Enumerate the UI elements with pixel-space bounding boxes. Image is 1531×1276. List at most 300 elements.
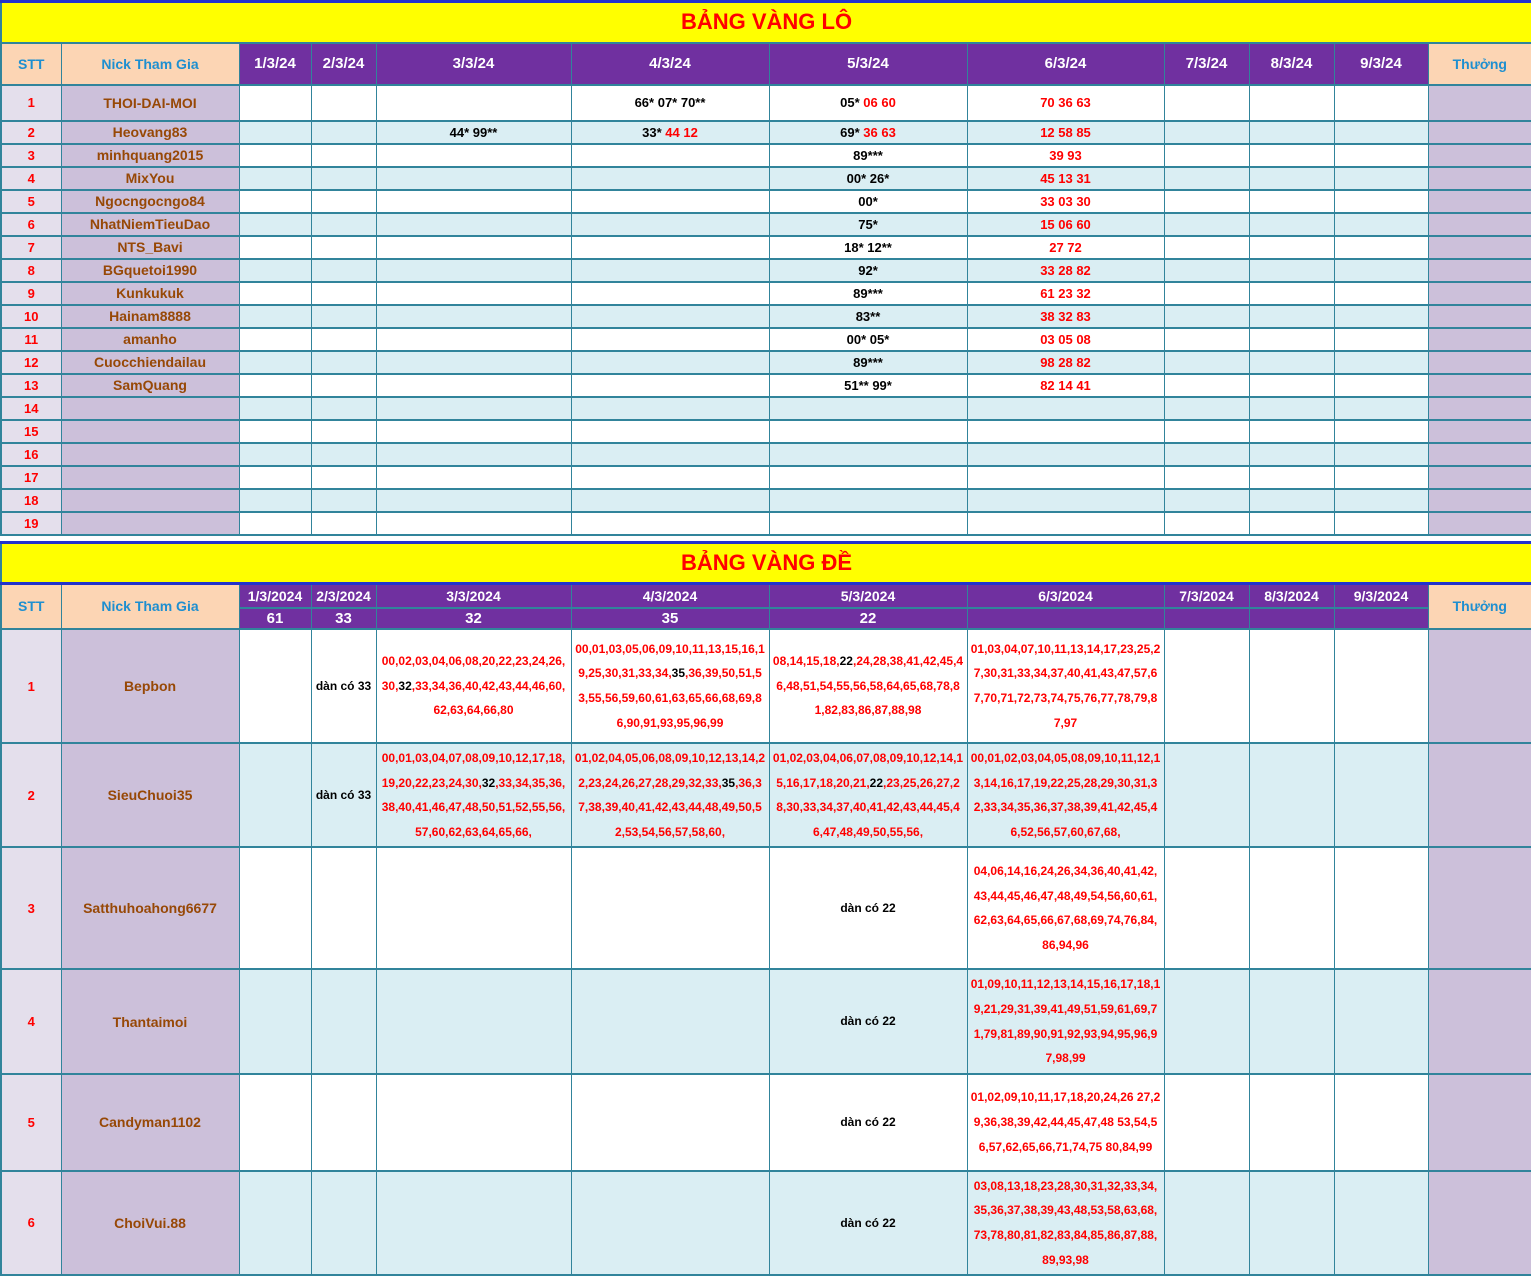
value-cell [376, 374, 571, 397]
value-cell [1164, 1074, 1249, 1171]
value-cell [239, 144, 311, 167]
date-header: 2/3/2024 [311, 583, 376, 608]
value-cell [1334, 305, 1428, 328]
nick-cell: amanho [61, 328, 239, 351]
nick-cell: Cuocchiendailau [61, 351, 239, 374]
value-cell [311, 236, 376, 259]
value-cell [967, 121, 1164, 144]
value-segment: 98 28 82 [1040, 355, 1091, 370]
value-cell [311, 190, 376, 213]
value-cell [571, 969, 769, 1073]
value-segment: ,33,34,35,36,38,40,41,46,47,48,50,51,52,55,56,57,60,62,63,64,65,66, [382, 776, 566, 839]
table-row [1, 144, 1531, 167]
value-cell [1164, 305, 1249, 328]
value-cell [1334, 351, 1428, 374]
value-segment: 18* 12** [844, 240, 892, 255]
value-cell [769, 259, 967, 282]
value-cell [967, 397, 1164, 420]
value-cell [1334, 489, 1428, 512]
value-cell [1334, 1171, 1428, 1275]
reward-cell [1428, 1074, 1531, 1171]
value-segment: 92* [858, 263, 878, 278]
value-cell [1334, 121, 1428, 144]
nick-cell: SieuChuoi35 [61, 743, 239, 847]
value-segment: 89*** [853, 148, 883, 163]
nick-cell [61, 466, 239, 489]
value-cell [376, 259, 571, 282]
value-cell [311, 1171, 376, 1275]
value-segment: 00* 05* [847, 332, 890, 347]
reward-cell [1428, 259, 1531, 282]
stt-cell: 1 [1, 629, 61, 743]
value-cell [311, 213, 376, 236]
value-segment: ,33,34,36,40,42,43,44,46,60,62,63,64,66,80 [412, 679, 565, 718]
table-row [1, 1074, 1531, 1171]
value-cell [967, 328, 1164, 351]
value-cell [967, 190, 1164, 213]
value-cell [967, 629, 1164, 743]
value-cell [769, 420, 967, 443]
value-cell [376, 397, 571, 420]
nick-cell: Bepbon [61, 629, 239, 743]
table2-title-row [1, 542, 1531, 583]
stt-cell: 4 [1, 969, 61, 1073]
value-cell [311, 121, 376, 144]
value-segment: 04,06,14,16,24,26,34,36,40,41,42,43,44,45,46,47,48,49,54,56,60,61,62,63,64,65,66,67,68,69,74,76,84,86,94,96 [974, 864, 1158, 952]
value-cell [1334, 512, 1428, 535]
stt-cell: 1 [1, 85, 61, 121]
date-header: 2/3/24 [311, 43, 376, 85]
value-segment: 00* [858, 194, 878, 209]
value-cell [769, 969, 967, 1073]
value-cell [571, 213, 769, 236]
value-cell [1334, 969, 1428, 1073]
value-cell [571, 259, 769, 282]
value-segment: 45 13 31 [1040, 171, 1091, 186]
value-cell [571, 236, 769, 259]
date-header: 6/3/2024 [967, 583, 1164, 608]
value-segment: 22 [840, 654, 853, 668]
nick-cell: Heovang83 [61, 121, 239, 144]
value-cell [239, 236, 311, 259]
value-cell [1249, 167, 1334, 190]
value-cell [239, 305, 311, 328]
reward-cell [1428, 629, 1531, 743]
value-cell [1334, 213, 1428, 236]
table-row [1, 351, 1531, 374]
stt-cell: 4 [1, 167, 61, 190]
value-cell [311, 397, 376, 420]
value-segment: 75* [858, 217, 878, 232]
value-segment: 05* [840, 95, 863, 110]
value-segment: dàn có 22 [840, 1014, 895, 1028]
value-cell [311, 489, 376, 512]
value-cell [571, 190, 769, 213]
value-cell [1249, 236, 1334, 259]
value-segment: 32 [482, 776, 495, 790]
value-cell [239, 629, 311, 743]
table-row [1, 190, 1531, 213]
value-segment: 89*** [853, 355, 883, 370]
value-cell [239, 743, 311, 847]
date-value-header: 35 [571, 608, 769, 629]
value-cell [1334, 144, 1428, 167]
value-cell [239, 351, 311, 374]
reward-cell [1428, 743, 1531, 847]
value-cell [967, 236, 1164, 259]
table-row [1, 374, 1531, 397]
date-header: 3/3/24 [376, 43, 571, 85]
stt-cell: 16 [1, 443, 61, 466]
value-cell [1249, 629, 1334, 743]
value-cell [376, 443, 571, 466]
value-cell [311, 351, 376, 374]
value-cell [769, 466, 967, 489]
value-cell [571, 512, 769, 535]
date-value-header: 32 [376, 608, 571, 629]
value-segment: 01,02,03,04,06,07,08,09,10,12,14,15,16,17,18,20,21, [773, 751, 963, 790]
value-cell [1249, 969, 1334, 1073]
date-value-header [967, 608, 1164, 629]
nick-cell: Hainam8888 [61, 305, 239, 328]
nick-cell: SamQuang [61, 374, 239, 397]
value-cell [571, 167, 769, 190]
date-header: 8/3/2024 [1249, 583, 1334, 608]
table2-header-row [1, 583, 1531, 608]
value-cell [769, 190, 967, 213]
value-cell [1164, 328, 1249, 351]
nick-cell: ChoiVui.88 [61, 1171, 239, 1275]
value-cell [967, 969, 1164, 1073]
value-cell [571, 144, 769, 167]
value-segment: 12 58 85 [1040, 125, 1091, 140]
value-segment: 15 06 60 [1040, 217, 1091, 232]
value-cell [1164, 969, 1249, 1073]
value-cell [1164, 489, 1249, 512]
date-value-header: 33 [311, 608, 376, 629]
value-cell [1334, 374, 1428, 397]
value-cell [967, 85, 1164, 121]
value-cell [239, 512, 311, 535]
value-cell [1164, 466, 1249, 489]
value-cell [769, 443, 967, 466]
value-segment: dàn có 33 [316, 679, 371, 693]
value-segment: dàn có 22 [840, 1216, 895, 1230]
value-cell [376, 213, 571, 236]
nick-cell: BGquetoi1990 [61, 259, 239, 282]
value-cell [769, 629, 967, 743]
value-segment: 35 [722, 776, 735, 790]
value-cell [571, 629, 769, 743]
value-cell [376, 847, 571, 969]
value-cell [311, 969, 376, 1073]
value-cell [376, 489, 571, 512]
table-row [1, 847, 1531, 969]
value-segment: 27 72 [1049, 240, 1082, 255]
value-cell [769, 305, 967, 328]
value-cell [1334, 190, 1428, 213]
table-row [1, 121, 1531, 144]
value-segment: 69* [840, 125, 863, 140]
value-segment: 01,09,10,11,12,13,14,15,16,17,18,19,21,29,31,39,41,49,51,59,61,69,71,79,81,89,90,91,92,93,94,95,96,97,98,99 [971, 977, 1161, 1065]
value-cell [967, 743, 1164, 847]
value-cell [311, 443, 376, 466]
value-cell [571, 466, 769, 489]
value-cell [1249, 743, 1334, 847]
value-cell [769, 351, 967, 374]
table1-title: BẢNG VÀNG LÔ [1, 2, 1531, 43]
value-cell [769, 121, 967, 144]
value-cell [769, 397, 967, 420]
nick-cell [61, 420, 239, 443]
value-cell [769, 328, 967, 351]
value-cell [239, 847, 311, 969]
value-cell [376, 282, 571, 305]
value-cell [1249, 1074, 1334, 1171]
value-cell [769, 85, 967, 121]
nick-cell: NTS_Bavi [61, 236, 239, 259]
value-cell [571, 85, 769, 121]
value-cell [967, 420, 1164, 443]
value-segment: 36 63 [863, 125, 896, 140]
value-cell [967, 466, 1164, 489]
value-cell [1164, 443, 1249, 466]
value-cell [967, 213, 1164, 236]
value-cell [967, 512, 1164, 535]
table2-title: BẢNG VÀNG ĐỀ [1, 542, 1531, 583]
value-segment: 08,14,15,18, [773, 654, 840, 668]
value-cell [1334, 236, 1428, 259]
value-cell [1249, 282, 1334, 305]
date-header: 3/3/2024 [376, 583, 571, 608]
stt-cell: 8 [1, 259, 61, 282]
value-cell [769, 1171, 967, 1275]
date-header: 1/3/24 [239, 43, 311, 85]
date-header: 9/3/24 [1334, 43, 1428, 85]
stt-cell: 12 [1, 351, 61, 374]
value-cell [769, 374, 967, 397]
value-cell [1334, 420, 1428, 443]
value-segment: 44 12 [665, 125, 698, 140]
reward-cell [1428, 374, 1531, 397]
value-segment: 01,02,09,10,11,17,18,20,24,26 27,29,36,38,39,42,44,45,47,48 53,54,56,57,62,65,66,71,74,75 80,84,99 [971, 1090, 1161, 1153]
value-cell [1164, 282, 1249, 305]
stt-cell: 5 [1, 1074, 61, 1171]
value-cell [1334, 443, 1428, 466]
table-row [1, 629, 1531, 743]
value-cell [376, 629, 571, 743]
stt-cell: 18 [1, 489, 61, 512]
table-row [1, 167, 1531, 190]
nick-cell [61, 489, 239, 512]
value-segment: ,23,25,26,27,28,30,33,34,37,40,41,42,43,44,45,46,47,48,49,50,55,56, [776, 776, 960, 839]
table-row [1, 420, 1531, 443]
value-segment: 38 32 83 [1040, 309, 1091, 324]
value-cell [239, 190, 311, 213]
value-segment: 00,02,03,04,06,08,20,22,23,24,26,30, [382, 654, 566, 693]
value-cell [1334, 1074, 1428, 1171]
value-cell [311, 512, 376, 535]
value-cell [376, 236, 571, 259]
table-row [1, 969, 1531, 1073]
value-cell [967, 443, 1164, 466]
reward-cell [1428, 420, 1531, 443]
stt-cell: 3 [1, 847, 61, 969]
table-row [1, 443, 1531, 466]
value-cell [1249, 512, 1334, 535]
stt-cell: 15 [1, 420, 61, 443]
value-cell [967, 847, 1164, 969]
value-cell [571, 420, 769, 443]
value-cell [311, 847, 376, 969]
stt-cell: 11 [1, 328, 61, 351]
table1-title-row [1, 2, 1531, 43]
table-row [1, 213, 1531, 236]
date-header: 5/3/2024 [769, 583, 967, 608]
date-value-header: 22 [769, 608, 967, 629]
value-cell [239, 969, 311, 1073]
value-cell [1164, 190, 1249, 213]
value-cell [1249, 305, 1334, 328]
value-segment: 06 60 [863, 95, 896, 110]
reward-cell [1428, 397, 1531, 420]
reward-cell [1428, 328, 1531, 351]
value-segment: dàn có 22 [840, 1115, 895, 1129]
value-cell [571, 328, 769, 351]
value-segment: 44* 99** [450, 125, 498, 140]
reward-cell [1428, 85, 1531, 121]
table-row [1, 512, 1531, 535]
date-header: 9/3/2024 [1334, 583, 1428, 608]
value-cell [239, 259, 311, 282]
value-segment: 33 03 30 [1040, 194, 1091, 209]
value-cell [376, 466, 571, 489]
value-cell [571, 351, 769, 374]
value-cell [1249, 351, 1334, 374]
value-cell [311, 305, 376, 328]
value-segment: 01,03,04,07,10,11,13,14,17,23,25,27,30,31,33,34,37,40,41,43,47,57,67,70,71,72,73,74,75,76,77,78,79,87,97 [971, 642, 1161, 730]
nick-cell: minhquang2015 [61, 144, 239, 167]
stt-cell: 3 [1, 144, 61, 167]
stt-cell: 10 [1, 305, 61, 328]
stt-cell: 5 [1, 190, 61, 213]
value-segment: 83** [856, 309, 881, 324]
value-cell [311, 629, 376, 743]
date-value-header [1249, 608, 1334, 629]
nick-cell: Thantaimoi [61, 969, 239, 1073]
reward-header: Thưởng [1428, 583, 1531, 629]
value-cell [311, 259, 376, 282]
value-cell [376, 85, 571, 121]
value-cell [967, 167, 1164, 190]
value-segment: 03 05 08 [1040, 332, 1091, 347]
value-cell [1334, 85, 1428, 121]
stt-cell: 6 [1, 213, 61, 236]
value-cell [376, 420, 571, 443]
nick-cell: Candyman1102 [61, 1074, 239, 1171]
value-cell [1249, 397, 1334, 420]
date-header: 4/3/24 [571, 43, 769, 85]
value-segment: dàn có 33 [316, 788, 371, 802]
value-cell [1249, 328, 1334, 351]
value-segment: 03,08,13,18,23,28,30,31,32,33,34,35,36,37,38,39,43,48,53,58,63,68,73,78,80,81,82,83,84,85,86,87,88,89,93,98 [974, 1179, 1158, 1267]
value-cell [1164, 397, 1249, 420]
table-row [1, 282, 1531, 305]
value-cell [1164, 420, 1249, 443]
value-cell [1334, 397, 1428, 420]
value-cell [1164, 236, 1249, 259]
value-cell [1334, 629, 1428, 743]
table-row [1, 397, 1531, 420]
value-cell [1164, 85, 1249, 121]
table-row [1, 305, 1531, 328]
value-cell [311, 144, 376, 167]
date-header: 8/3/24 [1249, 43, 1334, 85]
stt-cell: 6 [1, 1171, 61, 1275]
value-cell [571, 1171, 769, 1275]
value-cell [967, 374, 1164, 397]
value-segment: ,36,37,38,39,40,41,42,43,44,48,49,50,52,53,54,56,57,58,60, [578, 776, 762, 839]
nick-cell: MixYou [61, 167, 239, 190]
nick-cell: Ngocngocngo84 [61, 190, 239, 213]
value-cell [967, 1171, 1164, 1275]
value-cell [769, 847, 967, 969]
stt-header: STT [1, 583, 61, 629]
value-cell [571, 282, 769, 305]
value-cell [1249, 213, 1334, 236]
value-segment: 00,01,02,03,04,05,08,09,10,11,12,13,14,16,17,19,22,25,28,29,30,31,32,33,34,35,36,37,38,39,41,42,45,46,52,56,57,60,67,68, [971, 751, 1161, 839]
table-row [1, 1171, 1531, 1275]
value-segment: 66* 07* 70** [635, 95, 706, 110]
value-cell [376, 743, 571, 847]
value-cell [1164, 213, 1249, 236]
value-cell [311, 85, 376, 121]
value-segment: 32 [398, 679, 411, 693]
reward-header: Thưởng [1428, 43, 1531, 85]
value-segment: 89*** [853, 286, 883, 301]
table-row [1, 489, 1531, 512]
value-cell [376, 328, 571, 351]
value-cell [1249, 85, 1334, 121]
reward-cell [1428, 847, 1531, 969]
value-cell [571, 847, 769, 969]
nick-cell: Kunkukuk [61, 282, 239, 305]
reward-cell [1428, 190, 1531, 213]
value-segment: 00* 26* [847, 171, 890, 186]
value-cell [311, 374, 376, 397]
value-cell [1334, 328, 1428, 351]
value-segment: 61 23 32 [1040, 286, 1091, 301]
value-cell [1164, 144, 1249, 167]
value-segment: 22 [870, 776, 883, 790]
value-cell [376, 144, 571, 167]
stt-cell: 7 [1, 236, 61, 259]
value-cell [1334, 282, 1428, 305]
value-segment: ,24,28,38,41,42,45,46,48,51,54,55,56,58,64,65,68,78,81,82,83,86,87,88,98 [776, 654, 963, 717]
value-segment: 51** 99* [844, 378, 892, 393]
value-cell [1249, 190, 1334, 213]
reward-cell [1428, 144, 1531, 167]
value-cell [239, 85, 311, 121]
date-header: 7/3/24 [1164, 43, 1249, 85]
stt-cell: 19 [1, 512, 61, 535]
value-cell [311, 420, 376, 443]
value-cell [967, 144, 1164, 167]
value-cell [571, 374, 769, 397]
value-segment: 00,01,03,05,06,09,10,11,13,15,16,19,25,30,31,33,34, [575, 642, 765, 681]
date-value-header: 61 [239, 608, 311, 629]
value-cell [769, 213, 967, 236]
